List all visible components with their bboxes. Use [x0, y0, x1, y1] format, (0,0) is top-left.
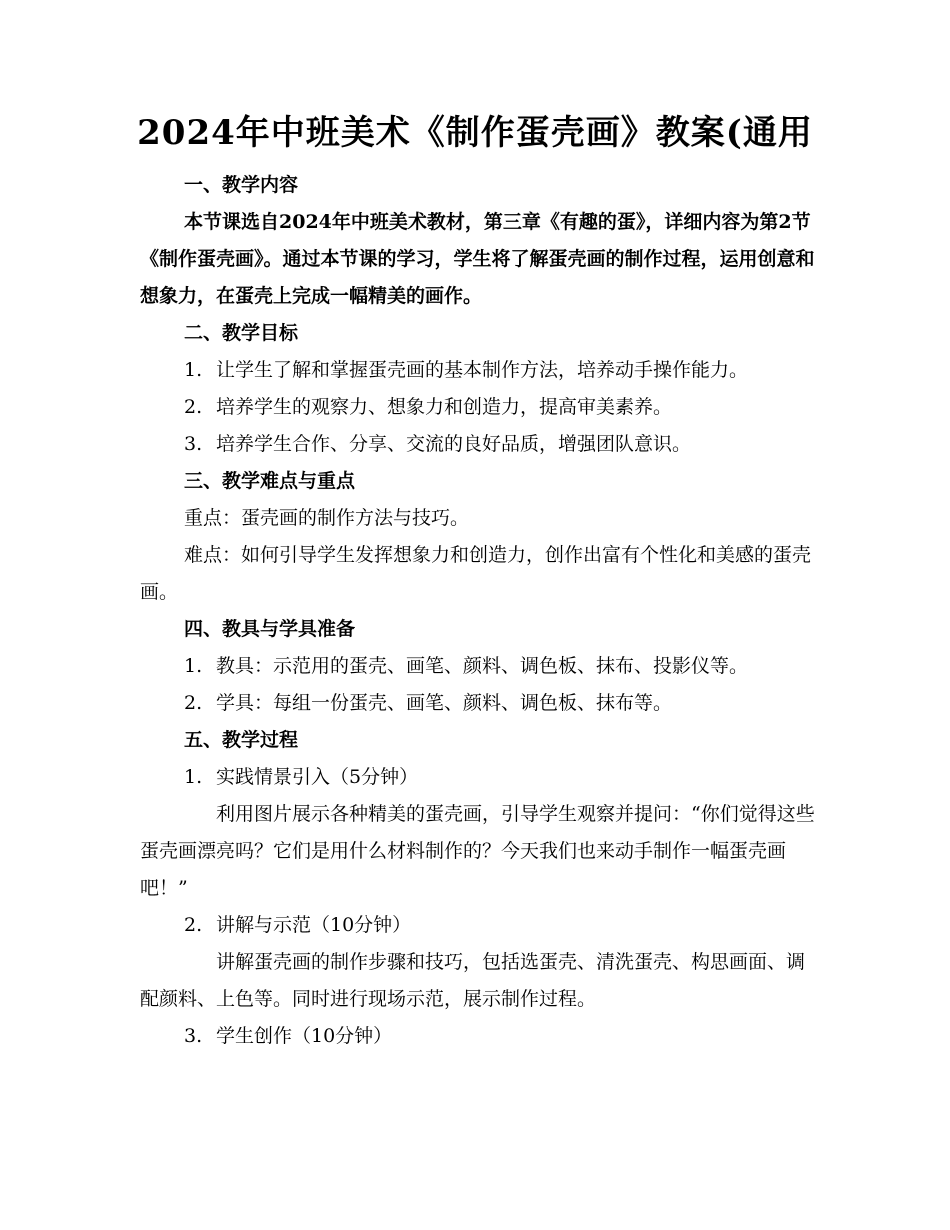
- material-text: 学具：每组一份蛋壳、画笔、颜料、调色板、抹布等。: [216, 692, 673, 714]
- goal-item: [140, 426, 820, 463]
- material-number: 2.: [184, 692, 203, 714]
- material-number: 1.: [184, 655, 203, 677]
- goal-number: 2.: [184, 396, 203, 418]
- process-step-title: [140, 1018, 820, 1055]
- step-number: 2.: [184, 914, 203, 936]
- step-title: 讲解与示范（10分钟）: [216, 914, 412, 936]
- section-heading-teaching-goals: 二、教学目标: [184, 322, 299, 344]
- goal-item: [140, 352, 820, 389]
- goal-number: 1.: [184, 359, 203, 381]
- material-item: [140, 685, 820, 722]
- goal-text: 让学生了解和掌握蛋壳画的基本制作方法，培养动手操作能力。: [216, 359, 749, 381]
- difficult-point-text: 难点：如何引导学生发挥想象力和创造力，创作出富有个性化和美感的蛋壳画。: [140, 544, 812, 603]
- key-point-text: 重点：蛋壳画的制作方法与技巧。: [184, 507, 470, 529]
- process-step-description: 讲解蛋壳画的制作步骤和技巧，包括选蛋壳、清洗蛋壳、构思画面、调配颜料、上色等。同时进行现场示范，展示制作过程。: [140, 951, 806, 1010]
- step-title: 实践情景引入（5分钟）: [216, 766, 419, 788]
- teaching-content-paragraph: 本节课选自2024年中班美术教材，第三章《有趣的蛋》，详细内容为第2节《制作蛋壳画》。通过本节课的学习，学生将了解蛋壳画的制作过程，运用创意和想象力，在蛋壳上完成一幅精美的画作。: [140, 211, 815, 307]
- process-step-title: [140, 759, 820, 796]
- goal-text: 培养学生的观察力、想象力和创造力，提高审美素养。: [216, 396, 673, 418]
- step-number: 3.: [184, 1025, 203, 1047]
- material-item: [140, 648, 820, 685]
- goal-number: 3.: [184, 433, 203, 455]
- section-heading-materials: 四、教具与学具准备: [184, 618, 356, 640]
- goal-text: 培养学生合作、分享、交流的良好品质，增强团队意识。: [216, 433, 692, 455]
- section-heading-teaching-content: 一、教学内容: [184, 174, 299, 196]
- goal-item: [140, 389, 820, 426]
- section-heading-teaching-process: 五、教学过程: [184, 729, 299, 751]
- section-heading-key-points: 三、教学难点与重点: [184, 470, 356, 492]
- process-step-description: 利用图片展示各种精美的蛋壳画，引导学生观察并提问：“你们觉得这些蛋壳画漂亮吗？它们是用什么材料制作的？今天我们也来动手制作一幅蛋壳画吧！”: [140, 803, 815, 899]
- step-number: 1.: [184, 766, 203, 788]
- process-step-title: [140, 907, 820, 944]
- step-title: 学生创作（10分钟）: [216, 1025, 393, 1047]
- document-title: 2024年中班美术《制作蛋壳画》教案(通用: [137, 113, 813, 153]
- document-body: [140, 167, 820, 1055]
- material-text: 教具：示范用的蛋壳、画笔、颜料、调色板、抹布、投影仪等。: [216, 655, 749, 677]
